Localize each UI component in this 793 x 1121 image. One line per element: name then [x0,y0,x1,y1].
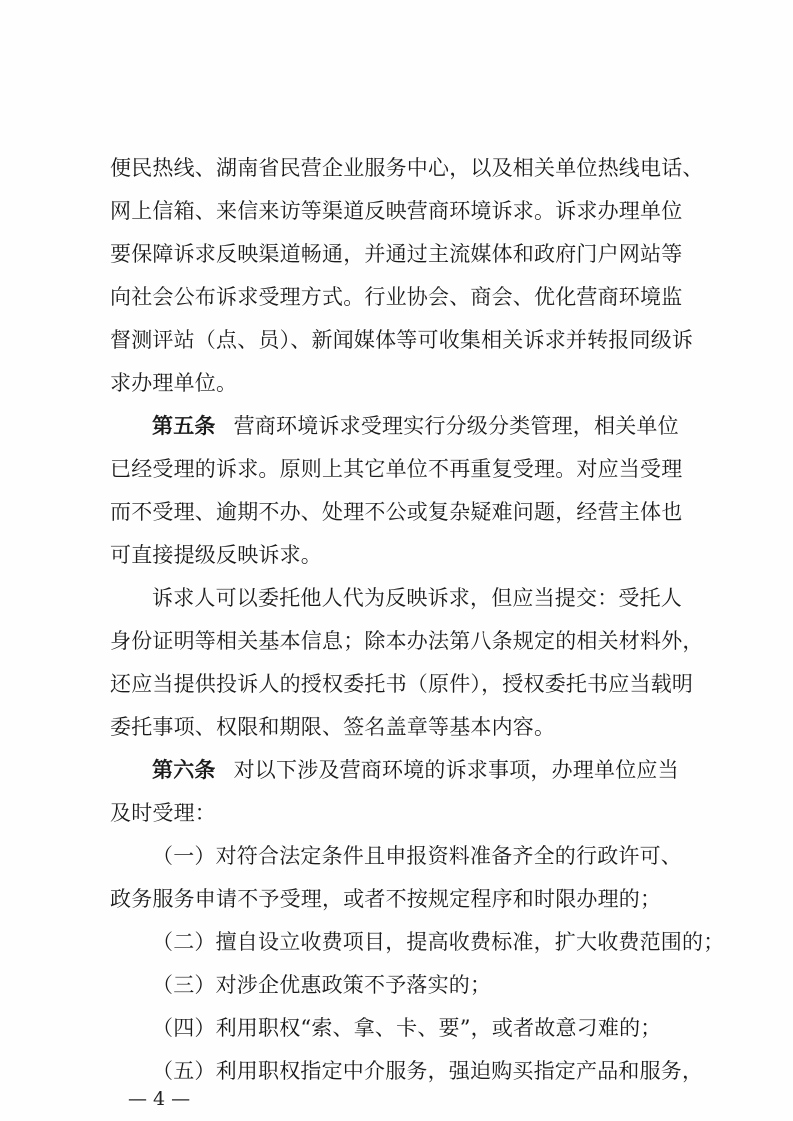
body-line: 求办理单位。 [110,371,238,395]
body-line: 委托事项、权限和期限、签名盖章等基本内容。 [110,715,556,739]
page-number: — 4 — [128,1088,191,1110]
body-text: 对以下涉及营商环境的诉求事项，办理单位应当 [233,758,679,782]
body-line: 而不受理、逾期不办、处理不公或复杂疑难问题，经营主体也 [110,500,683,524]
body-line: 督测评站（点、员）、新闻媒体等可收集相关诉求并转报同级诉 [110,328,694,352]
body-line: 政务服务申请不予受理，或者不按规定程序和时限办理的； [110,887,662,911]
article-six-label: 第六条 [152,757,216,782]
article-six-first-line [152,752,712,788]
article-five-label: 第五条 [152,413,216,438]
body-line: 可直接提级反映诉求。 [110,543,322,567]
body-line: 要保障诉求反映渠道畅通，并通过主流媒体和政府门户网站等 [110,242,683,266]
body-line: 及时受理： [110,801,216,825]
body-line: 身份证明等相关基本信息；除本办法第八条规定的相关材料外， [110,629,704,653]
body-line: 已经受理的诉求。原则上其它单位不再重复受理。对应当受理 [110,457,683,481]
list-item: （五）利用职权指定中介服务，强迫购买指定产品和服务， [152,1059,704,1083]
list-item: （四）利用职权“索、拿、卡、要”，或者故意刁难的； [152,1016,662,1040]
body-line: 还应当提供投诉人的授权委托书（原件），授权委托书应当载明 [110,672,694,696]
body-line: 网上信箱、来信来访等渠道反映营商环境诉求。诉求办理单位 [110,199,683,223]
body-text: 营商环境诉求受理实行分级分类管理，相关单位 [233,414,679,438]
list-item: （一）对符合法定条件且申报资料准备齐全的行政许可、 [152,844,682,868]
article-five-first-line [152,408,712,444]
list-item: （三）对涉企优惠政策不予落实的； [152,973,492,997]
list-item: （二）擅自设立收费项目，提高收费标准，扩大收费范围的； [152,930,725,954]
body-line: 向社会公布诉求受理方式。行业协会、商会、优化营商环境监 [110,285,683,309]
body-line: 诉求人可以委托他人代为反映诉求，但应当提交：受托人 [152,586,682,610]
body-line: 便民热线、湖南省民营企业服务中心，以及相关单位热线电话、 [110,156,704,180]
